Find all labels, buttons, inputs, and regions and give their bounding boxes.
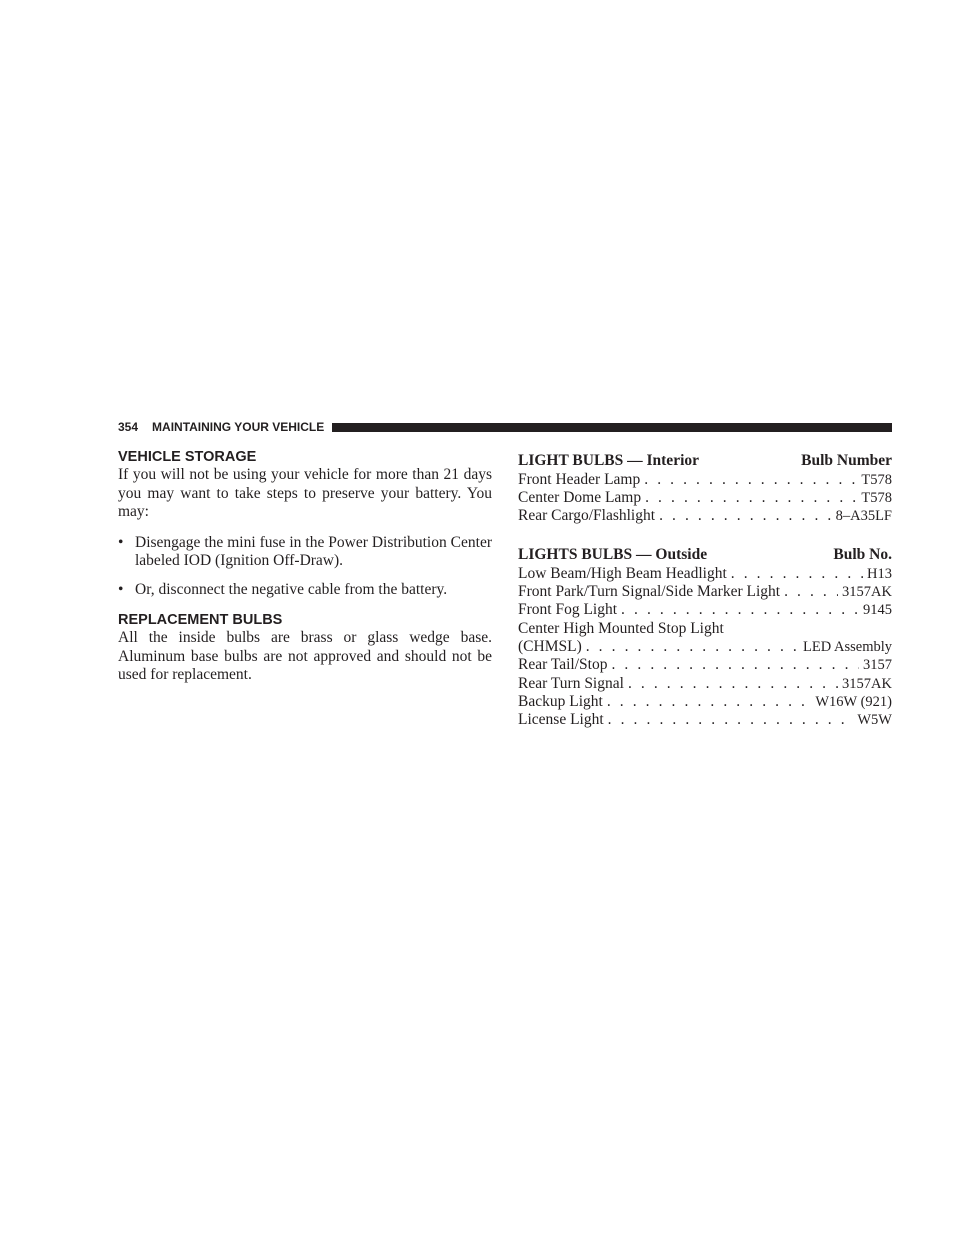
outside-heading-right: Bulb No. (833, 546, 892, 564)
section-title: MAINTAINING YOUR VEHICLE (152, 420, 325, 434)
replacement-bulbs-text: All the inside bulbs are brass or glass wedge base. Aluminum base bulbs are not approved and should not be used for replacement. (118, 629, 492, 683)
table-row: Front Park/Turn Signal/Side Marker Light . . . 3157AK (518, 583, 892, 601)
outside-heading-left: LIGHTS BULBS — Outside (518, 546, 708, 564)
page-header (118, 419, 892, 435)
table-row: Front Header Lamp . . . T578 (518, 471, 892, 489)
replacement-bulbs-heading: REPLACEMENT BULBS (118, 612, 283, 628)
bullet-dot: • (118, 533, 124, 551)
table-row: Rear Tail/Stop . . . 3157 (518, 656, 892, 674)
table-row: Rear Cargo/Flashlight . . . 8–A35LF (518, 507, 892, 525)
table-row: (CHMSL) . . . LED Assembly (518, 638, 892, 656)
vehicle-storage-heading: VEHICLE STORAGE (118, 449, 257, 465)
outside-table-heading (518, 546, 892, 565)
table-row: License Light . . . W5W (518, 711, 892, 729)
page-number: 354 (118, 420, 139, 434)
table-row: Front Fog Light . . . 9145 (518, 601, 892, 619)
table-row: Center Dome Lamp . . . T578 (518, 489, 892, 507)
interior-table-heading (518, 452, 892, 471)
interior-heading-right: Bulb Number (801, 452, 892, 469)
left-column (118, 448, 492, 685)
vehicle-storage-list (118, 534, 492, 600)
table-row: Rear Turn Signal . . . 3157AK (518, 675, 892, 693)
list-item: • Disengage the mini fuse in the Power Distribution Center labeled IOD (Ignition Off-Draw). (118, 533, 492, 569)
chmsl-line1: Center High Mounted Stop Light (518, 619, 724, 637)
bullet-dot: • (118, 580, 124, 598)
right-column (518, 452, 892, 730)
table-row: Low Beam/High Beam Headlight . . . H13 (518, 565, 892, 583)
table-row: Backup Light . . . W16W (921) (518, 693, 892, 711)
list-item: • Or, disconnect the negative cable from the battery. (118, 580, 448, 598)
interior-heading-left: LIGHT BULBS — Interior (518, 452, 700, 469)
vehicle-storage-intro: If you will not be using your vehicle for more than 21 days you may want to take steps to preserve your battery. You may: (118, 466, 492, 520)
header-rule (332, 423, 892, 432)
